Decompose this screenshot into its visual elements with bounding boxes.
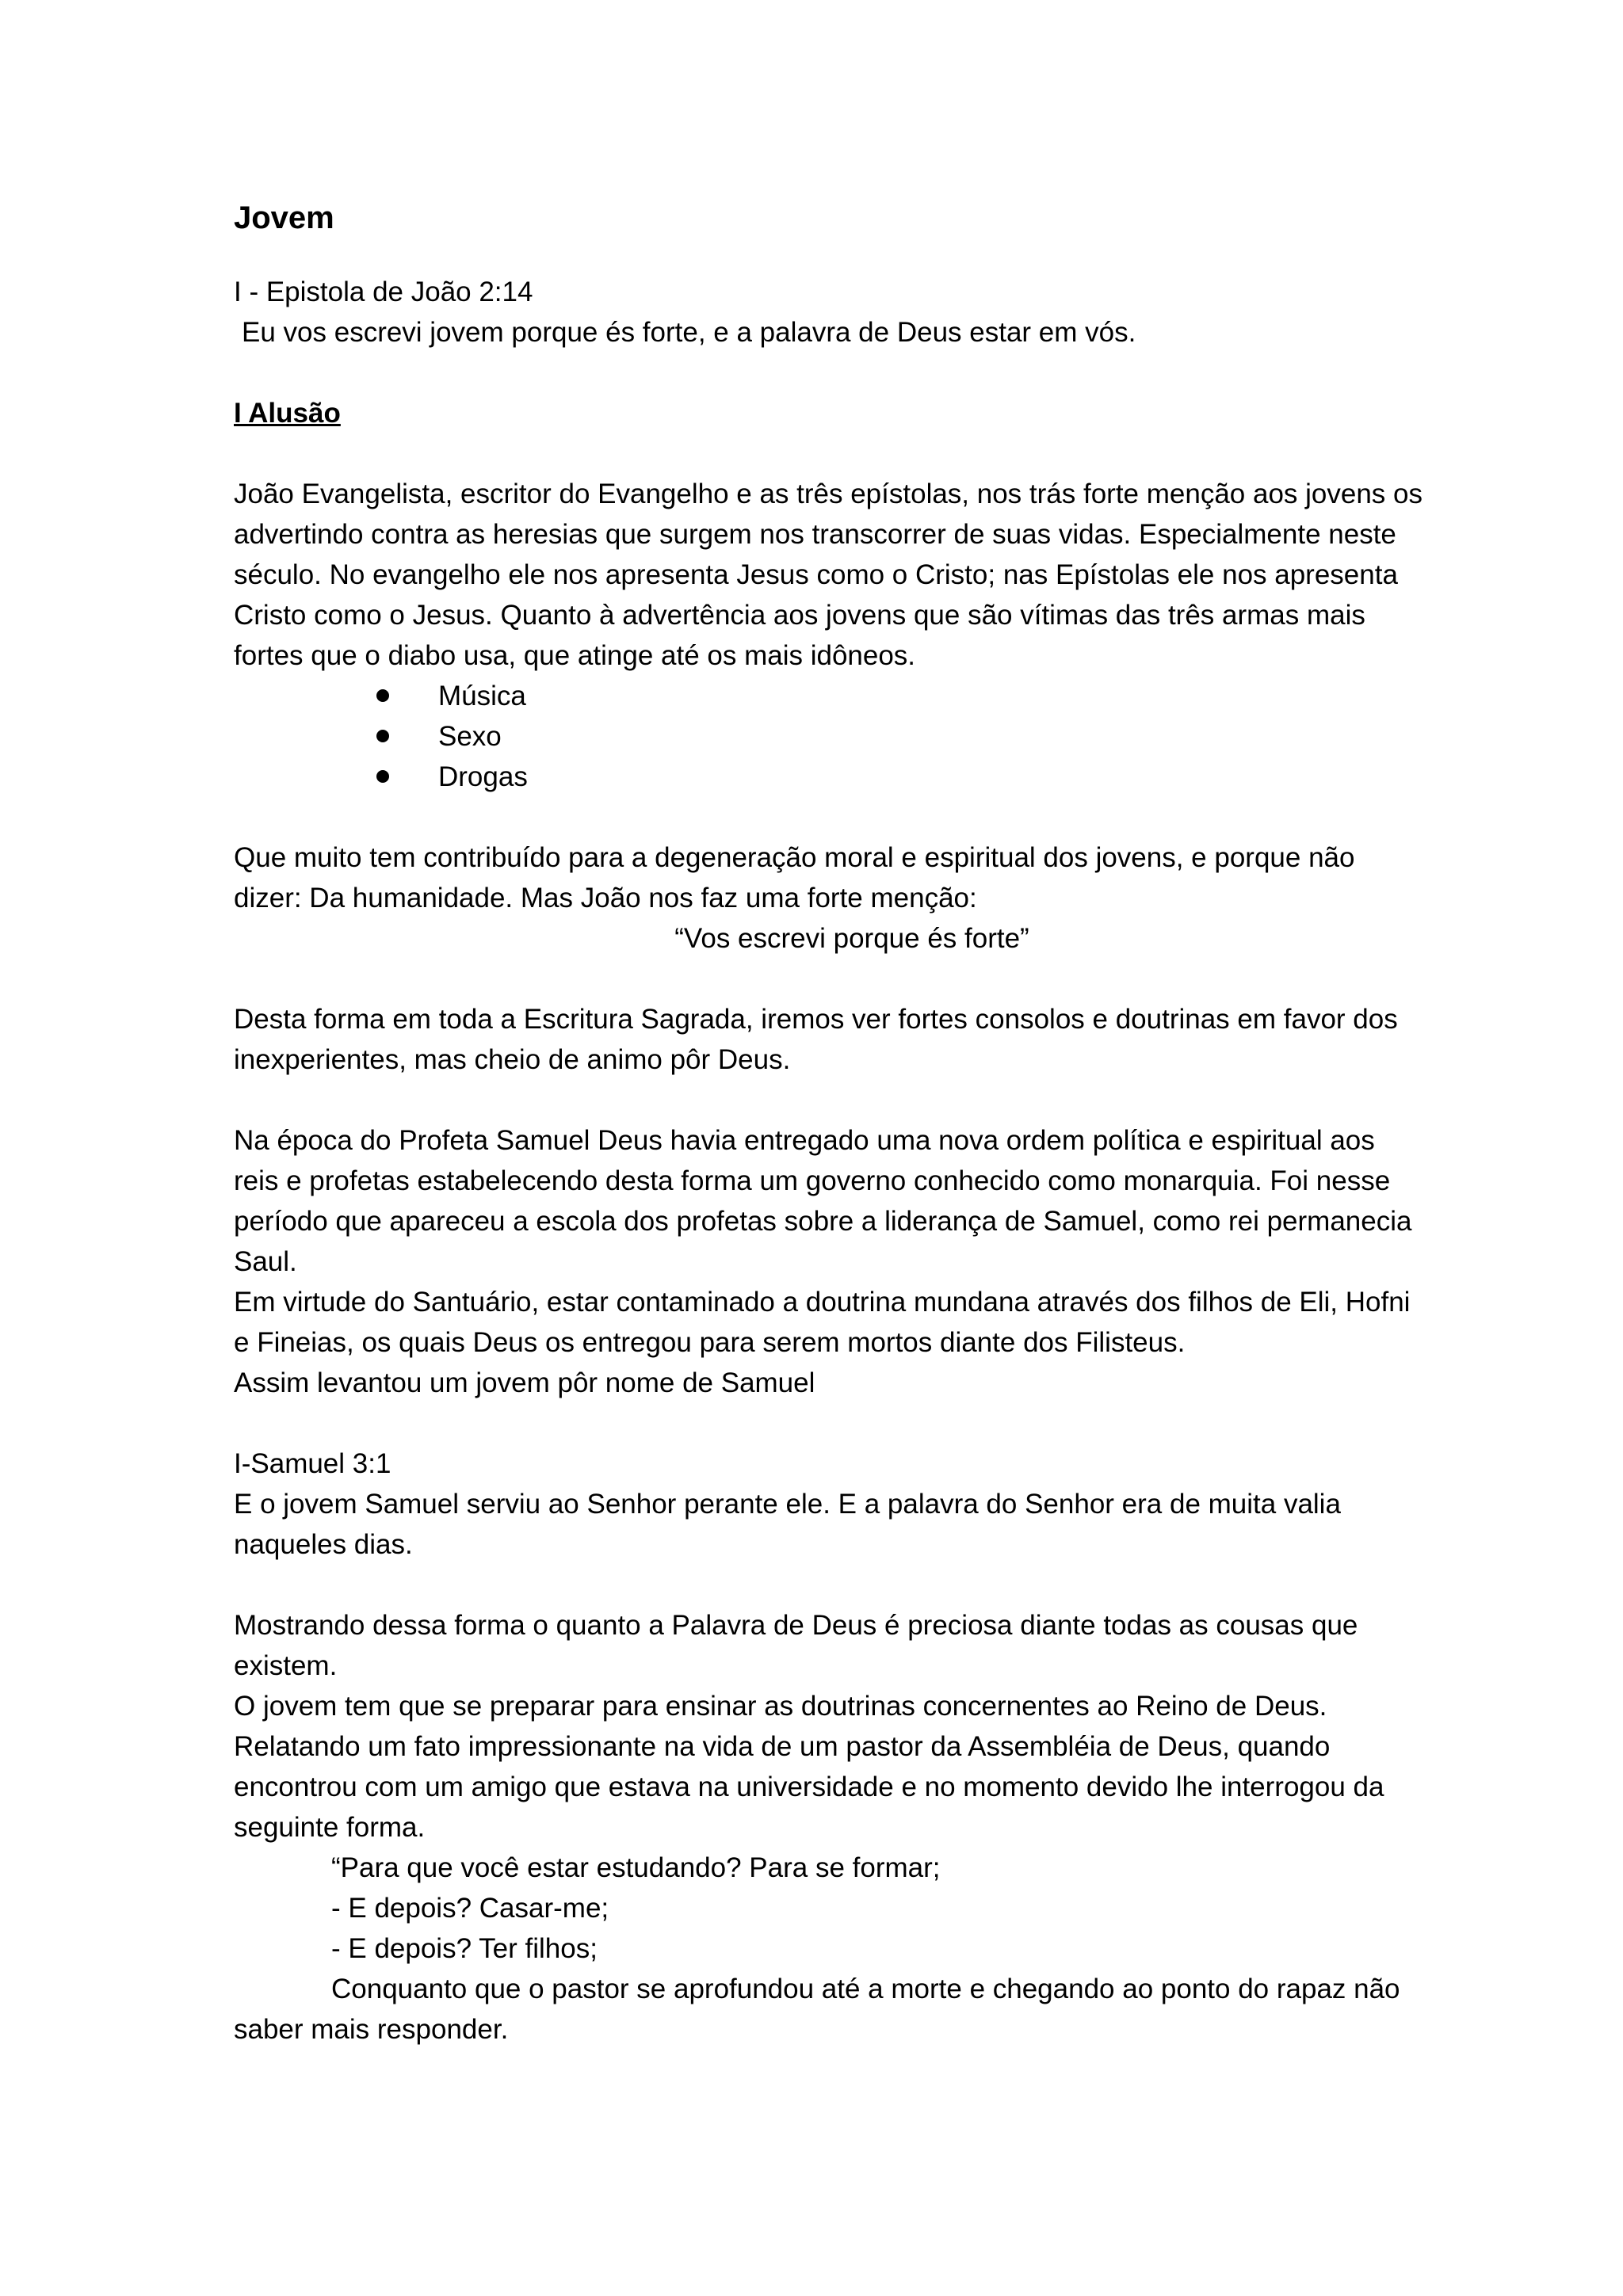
paragraph: Conquanto que o pastor se aprofundou até a morte e chegando ao ponto do rapaz não saber mais responder. — [234, 1974, 1400, 2045]
paragraph: Desta forma em toda a Escritura Sagrada, iremos ver fortes consolos e doutrinas em favor dos inexperientes, mas cheio de animo pôr Deus. — [234, 1004, 1398, 1075]
document-page — [234, 194, 1423, 2050]
paragraph: Mostrando dessa forma o quanto a Palavra de Deus é preciosa diante todas as cousas que existem. — [234, 1610, 1358, 1681]
scripture-reference: I-Samuel 3:1 — [234, 1448, 391, 1479]
dialog-line: - E depois? Casar-me; — [331, 1893, 609, 1924]
bullet-icon — [376, 730, 389, 742]
list-item — [376, 676, 1423, 716]
paragraph: Que muito tem contribuído para a degeneração moral e espiritual dos jovens, e porque não dizer: Da humanidade. Mas João nos faz uma forte menção: — [234, 842, 1355, 913]
bullet-icon — [376, 689, 389, 702]
paragraph: Em virtude do Santuário, estar contaminado a doutrina mundana através dos filhos de Eli, Hofni e Fineias, os quais Deus os entregou para serem mortos diante dos Filisteus. — [234, 1287, 1411, 1358]
spacer — [234, 433, 1423, 474]
paragraph: Na época do Profeta Samuel Deus havia entregado uma nova ordem política e espiritual aos reis e profetas estabelecendo desta forma um governo conhecido como monarquia. Foi nesse período que apareceu a escola dos profetas sobre a liderança de Samuel, como rei permanecia Saul. — [234, 1125, 1412, 1277]
list-item-label: Música — [438, 681, 526, 711]
spacer — [234, 797, 1423, 837]
list-item-label: Drogas — [438, 761, 528, 792]
paragraph: O jovem tem que se preparar para ensinar as doutrinas concernentes ao Reino de Deus. — [234, 1691, 1327, 1722]
list-item — [376, 716, 1423, 757]
scripture-verse: Eu vos escrevi jovem porque és forte, e a palavra de Deus estar em vós. — [242, 317, 1136, 348]
bullet-icon — [376, 770, 389, 783]
document-title: Jovem — [234, 200, 334, 235]
list-item-label: Sexo — [438, 721, 502, 752]
spacer — [234, 1080, 1423, 1120]
paragraph: João Evangelista, escritor do Evangelho e as três epístolas, nos trás forte menção aos jovens os advertindo contra as heresias que surgem nos transcorrer de suas vidas. Especialmente neste século. No evangelho ele nos apresenta Jesus como o Cristo; nas Epístolas ele nos apresenta Cristo como o Jesus. Quanto à advertência aos jovens que são vítimas das três armas mais fortes que o diabo usa, que atinge até os mais idôneos. — [234, 479, 1423, 671]
centered-quote: “Vos escrevi porque és forte” — [674, 923, 1029, 954]
scripture-reference: I - Epistola de João 2:14 — [234, 277, 533, 307]
paragraph: Relatando um fato impressionante na vida de um pastor da Assembléia de Deus, quando encontrou com um amigo que estava na universidade e no momento devido lhe interrogou da seguinte forma. — [234, 1731, 1384, 1843]
list-item — [376, 757, 1423, 797]
spacer — [234, 1403, 1423, 1444]
dialog-line: “Para que você estar estudando? Para se formar; — [331, 1852, 941, 1883]
spacer — [234, 959, 1423, 999]
spacer — [234, 353, 1423, 393]
bullet-list — [234, 676, 1423, 797]
dialog-line: - E depois? Ter filhos; — [331, 1933, 598, 1964]
section-heading: I Alusão — [234, 398, 341, 429]
paragraph: Assim levantou um jovem pôr nome de Samuel — [234, 1367, 815, 1398]
spacer — [234, 1565, 1423, 1605]
scripture-verse: E o jovem Samuel serviu ao Senhor perante ele. E a palavra do Senhor era de muita valia naqueles dias. — [234, 1489, 1341, 1560]
